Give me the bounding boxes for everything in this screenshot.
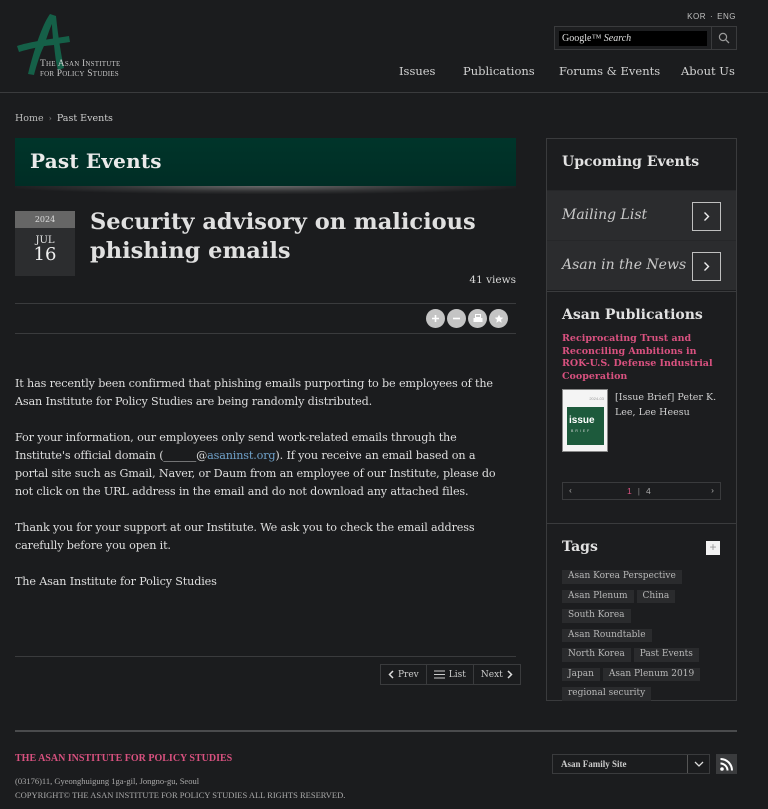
issue-brief-cover [567, 407, 604, 445]
main-nav [0, 64, 768, 80]
nav-forums-events[interactable]: Forums & Events [559, 64, 661, 78]
nav-publications[interactable]: Publications [463, 64, 535, 78]
post-navigation [380, 664, 521, 685]
next-button[interactable] [473, 665, 520, 684]
footer-divider [15, 730, 737, 732]
thumbnail-date: 2024-03 [589, 396, 604, 401]
date-year: 2024 [15, 211, 75, 228]
chevron-right-icon [507, 670, 513, 679]
breadcrumb [15, 113, 113, 124]
chevron-down-icon [694, 761, 704, 767]
nav-issues[interactable]: Issues [399, 64, 436, 78]
page-title: Past Events [30, 149, 162, 173]
view-count: 41 views [469, 274, 516, 286]
lang-eng[interactable]: ENG [717, 12, 736, 21]
paragraph-text: For your information, our employees only send work-related emails through the Institute's official domain (______@ [15, 431, 457, 462]
family-site-label: Asan Family Site [561, 759, 627, 769]
footer-address: (03176)11, Gyeonghuigung 1ga-gil, Jongno-gu, Seoul [15, 776, 200, 786]
tag[interactable]: Japan [562, 668, 600, 682]
paragraph: Thank you for your support at our Institute. We ask you to check the email address carefully before you open it. [15, 521, 475, 552]
breadcrumb-home[interactable]: Home [15, 113, 44, 124]
rss-icon [720, 758, 733, 771]
tag[interactable]: Asan Plenum [562, 590, 634, 604]
mailing-list-link[interactable] [547, 190, 736, 240]
tag[interactable]: regional security [562, 687, 651, 701]
pager-total: 4 [645, 486, 651, 496]
minus-icon [452, 314, 461, 323]
publication-meta: [Issue Brief] Peter K. Lee, Lee Heesu [615, 392, 717, 418]
bookmark-button[interactable] [489, 309, 508, 328]
print-icon [473, 314, 483, 323]
article-body [15, 375, 510, 609]
language-switch [687, 12, 736, 21]
prev-label: Prev [398, 669, 419, 680]
tag[interactable]: North Korea [562, 648, 631, 662]
date-badge [15, 211, 75, 276]
family-site-select[interactable] [552, 754, 710, 774]
cover-subtitle: BRIEF [571, 429, 592, 433]
tag[interactable]: China [637, 590, 676, 604]
upcoming-events-link[interactable]: Upcoming Events [562, 154, 700, 170]
tag[interactable]: South Korea [562, 609, 631, 623]
search-box [554, 26, 737, 50]
site-header [0, 0, 768, 93]
chevron-right-icon [703, 211, 711, 222]
list-icon [434, 670, 445, 679]
paragraph-text: ). If you receive an email based on a portal site such as Gmail, Naver, or Daum from an employee of our Institute, please do not click on the URL address in the email and do not download any attached files. [15, 449, 496, 498]
prev-button[interactable] [381, 665, 426, 684]
article-tools [426, 309, 508, 328]
domain-link[interactable]: asaninst.org [207, 449, 276, 462]
tags-section [547, 523, 736, 700]
article-title: Security advisory on malicious phishing emails [90, 209, 476, 264]
divider [15, 303, 516, 304]
rss-button[interactable] [716, 754, 737, 774]
chevron-left-icon [388, 670, 394, 679]
tag[interactable]: Asan Korea Perspective [562, 570, 682, 584]
tags-heading: Tags [562, 539, 598, 555]
cover-title: issue [569, 415, 595, 426]
footer-copyright: COPYRIGHT© THE ASAN INSTITUTE FOR POLICY STUDIES ALL RIGHTS RESERVED. [15, 790, 346, 800]
publication-thumbnail[interactable] [562, 389, 608, 452]
zoom-in-button[interactable] [426, 309, 445, 328]
signature: The Asan Institute for Policy Studies [15, 575, 217, 588]
publications-heading: Asan Publications [562, 307, 703, 323]
list-button[interactable] [426, 665, 473, 684]
publication-title-link[interactable]: Reciprocating Trust and Reconciling Ambitions in ROK-U.S. Defense Industrial Cooperation [562, 333, 713, 382]
tag[interactable]: Asan Roundtable [562, 629, 652, 643]
page-banner [15, 138, 516, 186]
search-input[interactable]: Google™ Search [559, 31, 707, 46]
date-day: 16 [33, 244, 57, 265]
footer-org-name: THE ASAN INSTITUTE FOR POLICY STUDIES [15, 753, 233, 764]
list-label: List [448, 669, 466, 680]
lang-kor[interactable]: KOR [687, 12, 706, 21]
banner-shadow [15, 186, 516, 194]
next-label: Next [480, 669, 503, 680]
paragraph [15, 429, 510, 501]
logo-line1: The Asan Institute [40, 59, 121, 69]
pager-separator: | [637, 486, 640, 496]
breadcrumb-current[interactable]: Past Events [56, 113, 113, 124]
lang-separator: · [709, 12, 714, 21]
pager-next-icon[interactable]: › [711, 485, 714, 495]
print-button[interactable] [468, 309, 487, 328]
date-month: JUL [35, 235, 55, 246]
tag[interactable]: Past Events [634, 648, 699, 662]
sidebar [546, 138, 737, 701]
google-brand: Google [562, 33, 592, 44]
mailing-list-label: Mailing List [562, 207, 648, 223]
search-button[interactable] [711, 27, 736, 49]
logo-line2: for Policy Studies [40, 69, 119, 79]
nav-about-us[interactable]: About Us [681, 64, 735, 78]
tag[interactable]: Asan Plenum 2019 [603, 668, 700, 682]
asan-publications [547, 291, 736, 523]
arrow-right-button[interactable] [692, 252, 721, 281]
pager-current: 1 [627, 486, 632, 496]
tag-list [562, 570, 722, 701]
search-icon [718, 32, 730, 44]
family-site-dropdown[interactable] [687, 755, 709, 773]
zoom-out-button[interactable] [447, 309, 466, 328]
asan-in-the-news-label: Asan in the News [562, 257, 687, 273]
star-icon [494, 314, 504, 324]
more-tags-button[interactable]: + [706, 541, 720, 555]
divider [15, 656, 516, 657]
asan-in-the-news-link[interactable] [547, 240, 736, 290]
pager-prev-icon[interactable]: ‹ [569, 485, 572, 495]
paragraph: It has recently been confirmed that phishing emails purporting to be employees of the Asan Institute for Policy Studies are being randomly distributed. [15, 377, 493, 408]
publication-pager [562, 482, 721, 500]
chevron-right-icon [703, 261, 711, 272]
chevron-right-icon: › [48, 114, 52, 123]
divider [15, 333, 516, 334]
plus-icon [431, 314, 440, 323]
search-placeholder: Search [603, 33, 632, 44]
arrow-right-button[interactable] [692, 202, 721, 231]
